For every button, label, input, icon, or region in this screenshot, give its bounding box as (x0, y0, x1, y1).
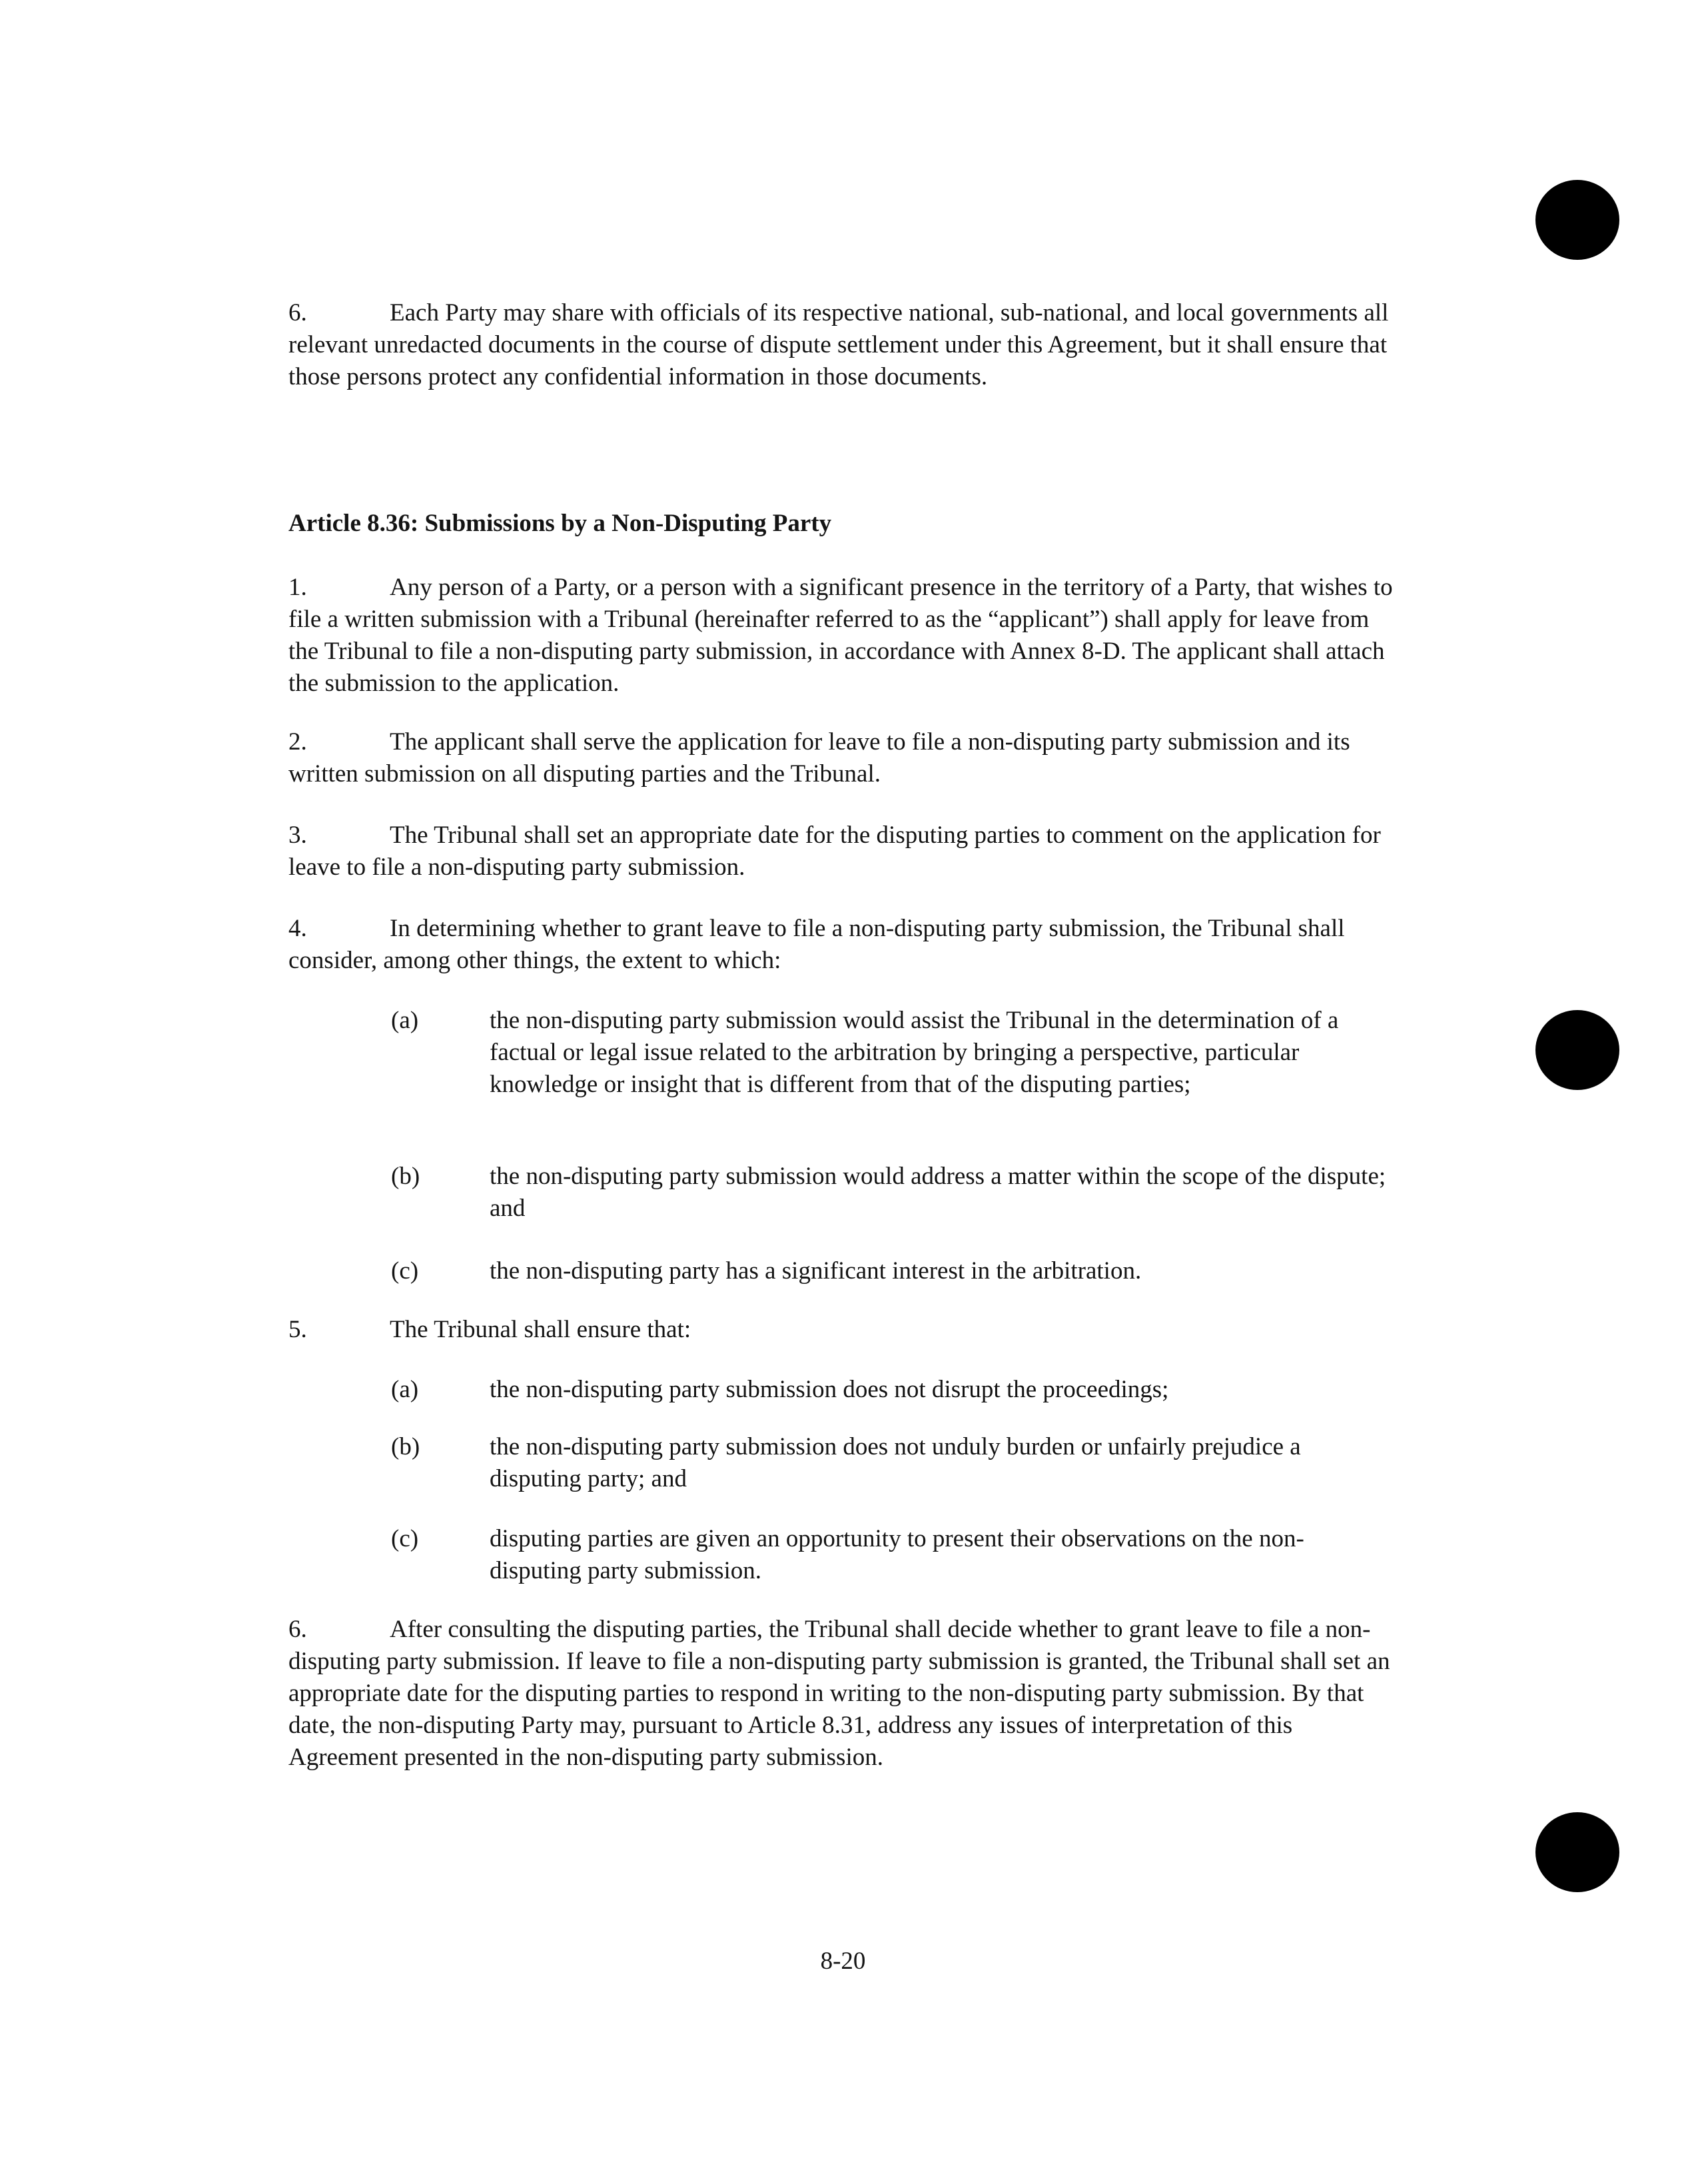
paragraph-text: After consulting the disputing parties, the Tribunal shall decide whether to grant leave to file a non-disputing party submission. If leave to file a non-disputing party submission is granted, the Tribunal shall set an appropriate date for the disputing parties to respond in writing to the non-disputing party submission. By that date, the non-disputing Party may, pursuant to Article 8.31, address any issues of interpretation of this Agreement presented in the non-disputing party submission. (288, 1616, 1390, 1771)
item-label: (b) (391, 1163, 420, 1190)
paragraph-text: The Tribunal shall set an appropriate date for the disputing parties to comment on the application for leave to file a non-disputing party submission. (288, 821, 1381, 881)
paragraph-4 (288, 913, 1394, 977)
paragraph-1 (288, 572, 1394, 700)
paragraph-6-confidential-info (288, 297, 1394, 393)
paragraph-5 (288, 1314, 1394, 1346)
item-label: (b) (391, 1433, 420, 1460)
punch-hole-bottom (1535, 1812, 1619, 1892)
item-label: (a) (391, 1007, 419, 1034)
paragraph-3 (288, 819, 1394, 883)
paragraph-6 (288, 1614, 1394, 1774)
list-item-5b (391, 1431, 1390, 1495)
paragraph-number: 4. (288, 915, 307, 942)
list-item-5c (391, 1523, 1390, 1587)
paragraph-text: Each Party may share with officials of its respective national, sub-national, and local governments all relevant unredacted documents in the course of dispute settlement under this Agreement, but it shall ensure that those persons protect any confidential information in those documents. (288, 299, 1389, 390)
paragraph-number: 1. (288, 574, 307, 601)
paragraph-number: 3. (288, 821, 307, 849)
list-item-4b (391, 1161, 1390, 1225)
page-number: 8-20 (820, 1947, 866, 1975)
item-label: (c) (391, 1257, 419, 1285)
punch-hole-middle (1535, 1010, 1619, 1090)
item-text: the non-disputing party submission does not disrupt the proceedings; (490, 1376, 1169, 1403)
paragraph-2 (288, 726, 1394, 790)
item-text: the non-disputing party submission would address a matter within the scope of the dispute; and (490, 1163, 1386, 1222)
paragraph-number: 6. (288, 299, 307, 326)
paragraph-text: The Tribunal shall ensure that: (390, 1316, 691, 1343)
paragraph-number: 6. (288, 1616, 307, 1643)
paragraph-text: The applicant shall serve the application for leave to file a non-disputing party submission and its written submission on all disputing parties and the Tribunal. (288, 728, 1350, 788)
list-item-5a (391, 1374, 1390, 1406)
paragraph-number: 2. (288, 728, 307, 756)
paragraph-number: 5. (288, 1316, 307, 1343)
paragraph-text: Any person of a Party, or a person with a significant presence in the territory of a Party, that wishes to file a written submission with a Tribunal (hereinafter referred to as the “applicant”) shall apply for leave from the Tribunal to file a non-disputing party submission, in accordance with Annex 8-D. The applicant shall attach the submission to the application. (288, 574, 1393, 697)
item-text: disputing parties are given an opportunity to present their observations on the non-disputing party submission. (490, 1525, 1304, 1584)
item-text: the non-disputing party submission would assist the Tribunal in the determination of a factual or legal issue related to the arbitration by bringing a perspective, particular knowledge or insight that is different from that of the disputing parties; (490, 1007, 1339, 1098)
paragraph-text: In determining whether to grant leave to file a non-disputing party submission, the Tribunal shall consider, among other things, the extent to which: (288, 915, 1345, 974)
article-heading: Article 8.36: Submissions by a Non-Disputing Party (288, 510, 832, 537)
list-item-4a (391, 1005, 1390, 1101)
item-label: (c) (391, 1525, 419, 1552)
item-text: the non-disputing party has a significant interest in the arbitration. (490, 1257, 1142, 1285)
item-text: the non-disputing party submission does not unduly burden or unfairly prejudice a disputing party; and (490, 1433, 1301, 1492)
item-label: (a) (391, 1376, 419, 1403)
list-item-4c (391, 1255, 1390, 1287)
punch-hole-top (1535, 180, 1619, 260)
